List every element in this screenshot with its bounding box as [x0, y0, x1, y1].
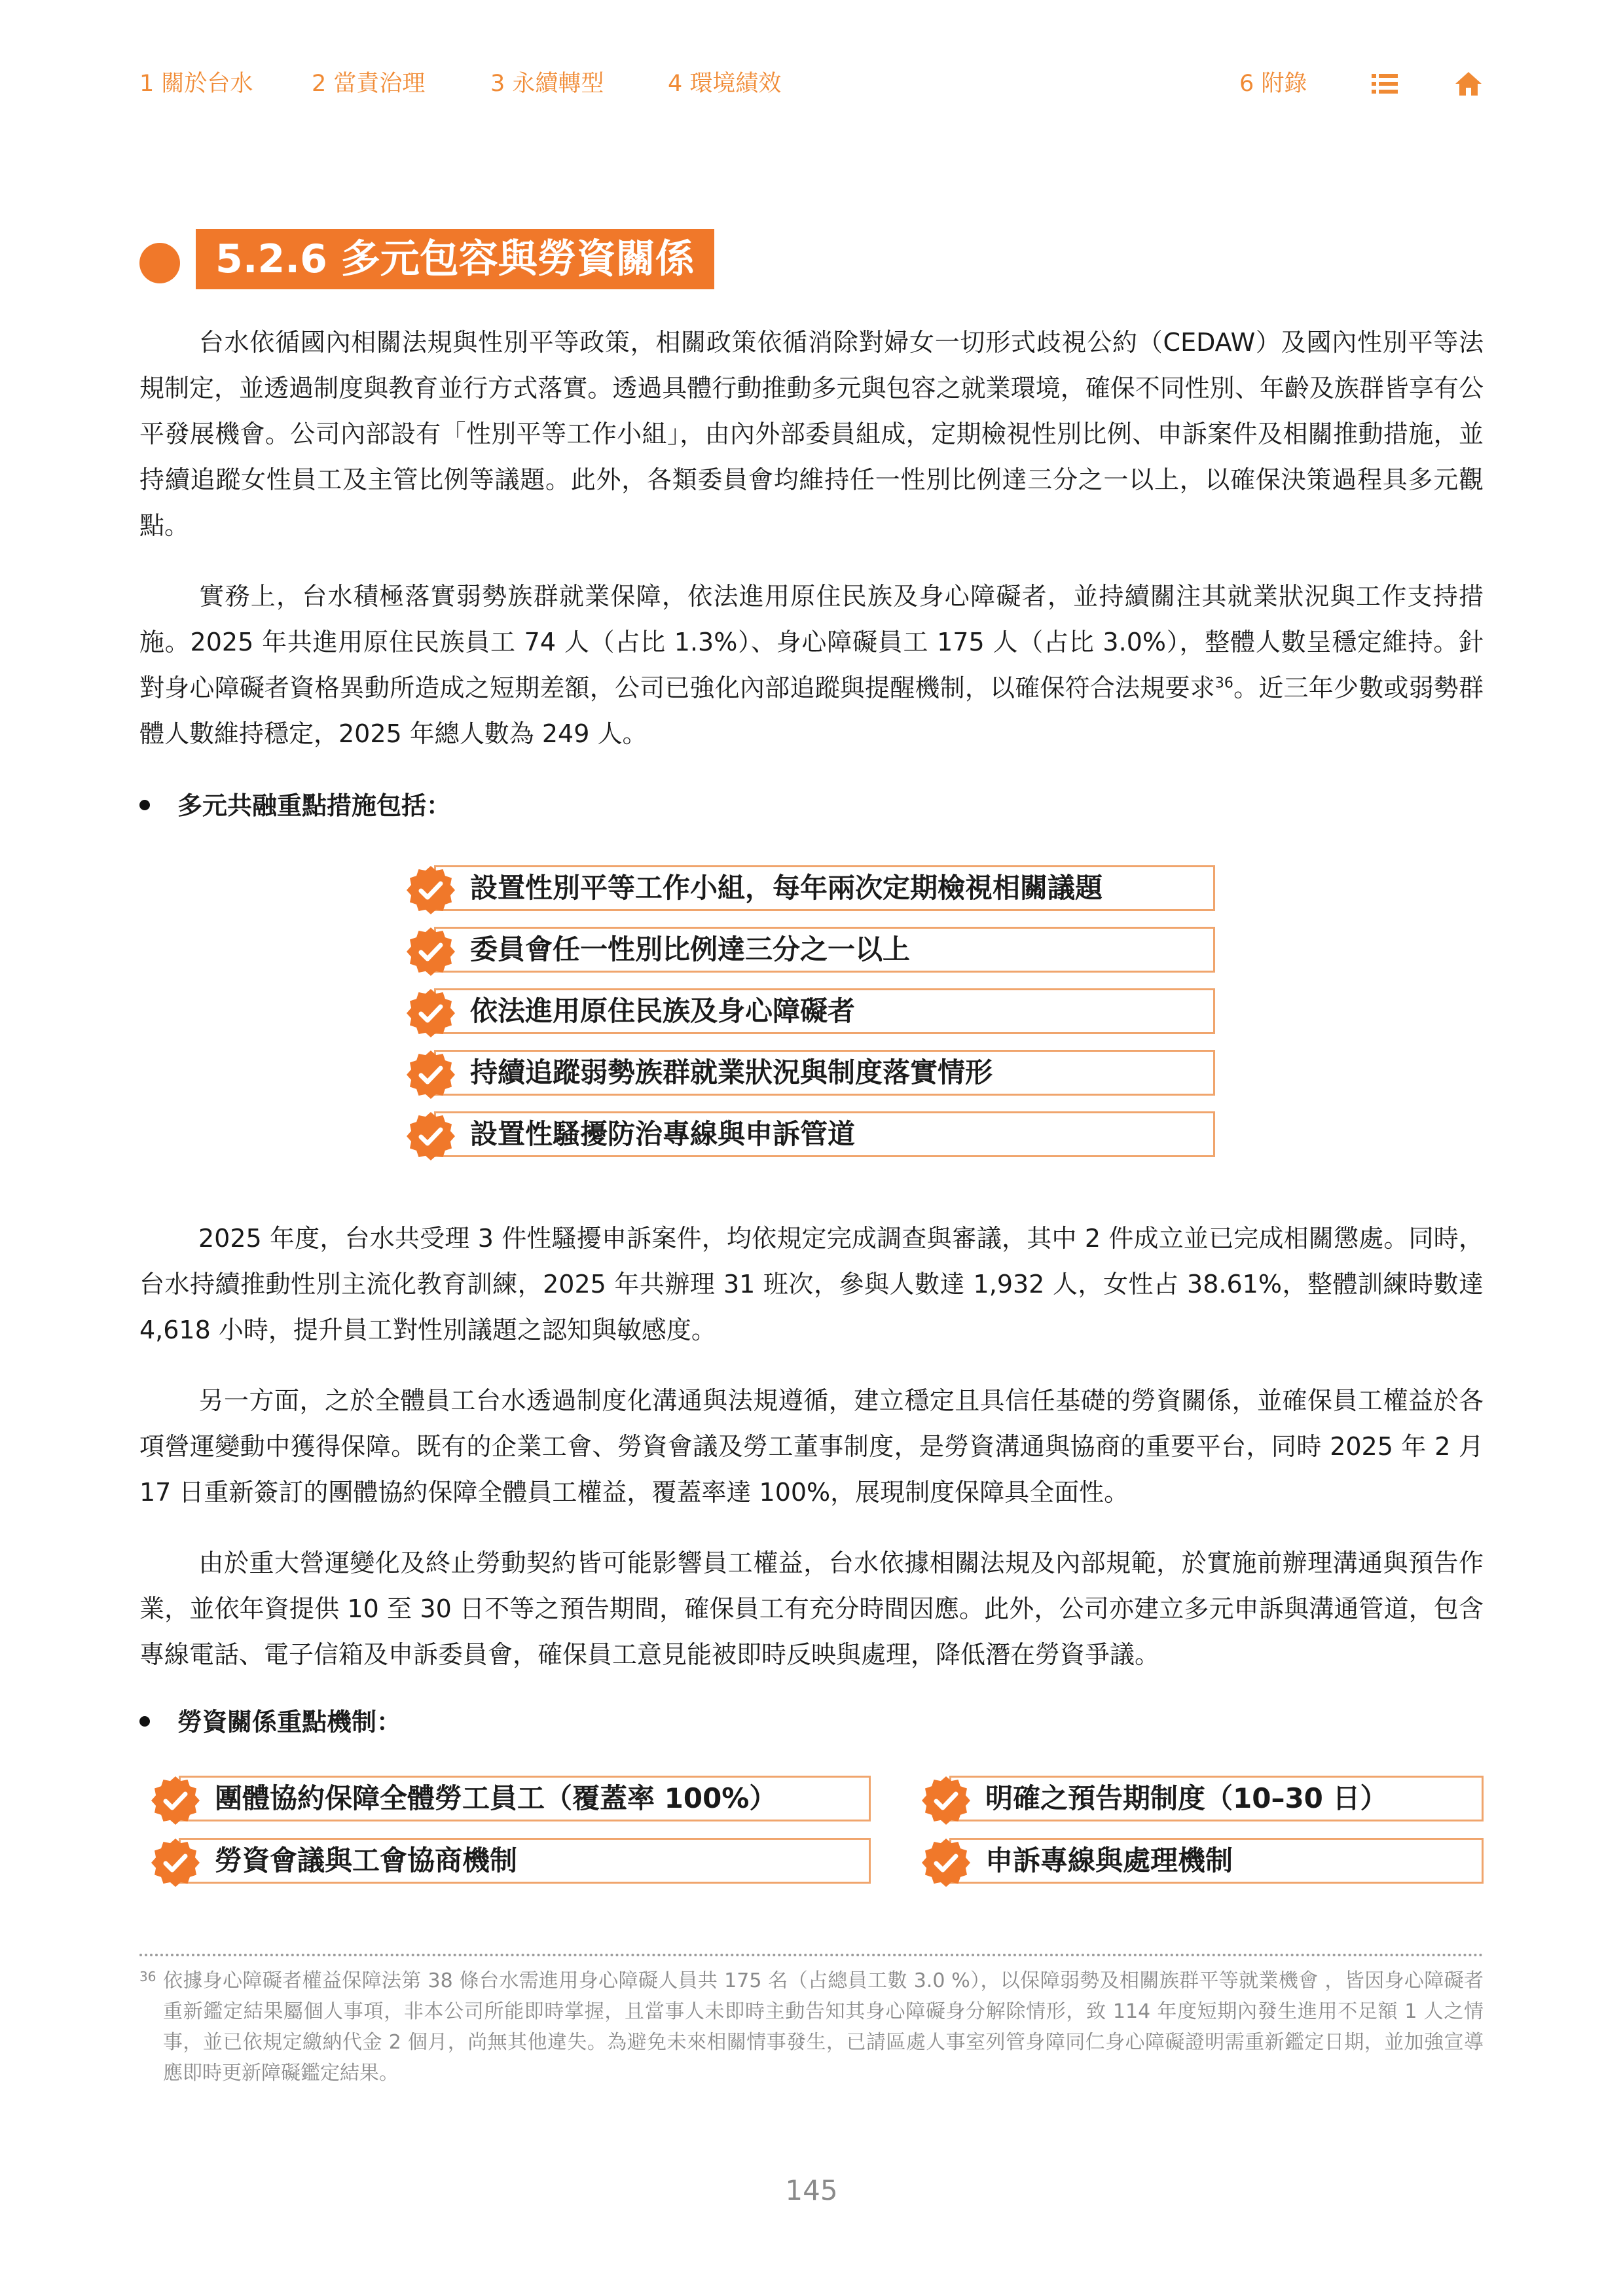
labor-item-label: 明確之預告期制度（10–30 日）: [985, 1782, 1388, 1814]
inclusion-heading-text: 多元共融重點措施包括：: [177, 791, 452, 820]
labor-heading-text: 勞資關係重點機制：: [177, 1708, 402, 1736]
check-badge-icon: [406, 1050, 456, 1100]
labor-item-label: 團體協約保障全體勞工員工（覆蓋率 100%）: [215, 1782, 777, 1814]
check-badge-icon: [151, 1776, 200, 1825]
labor-heading: [139, 1702, 401, 1742]
inclusion-item: [434, 927, 1215, 973]
paragraph-disadvantaged-employment: [139, 573, 1484, 757]
inclusion-item: [434, 988, 1215, 1034]
section-title: 5.2.6 多元包容與勞資關係: [196, 229, 714, 289]
home-icon[interactable]: [1454, 69, 1483, 98]
inclusion-item-label: 委員會任一性別比例達三分之一以上: [470, 933, 911, 965]
inclusion-item-label: 設置性別平等工作小組，每年兩次定期檢視相關議題: [470, 872, 1103, 904]
footnote-text: 依據身心障礙者權益保障法第 38 條台水需進用身心障礙人員共 175 名（占總員工數 3.0 %），以保障弱勢及相關族群平等就業機會 ，皆因身心障礙者重新鑑定結果屬個人事項，非本公司所能即時掌握，且當事人未即時主動告知其身心障礙身分解除情形，致 114 年度短期內發生進用不足額 1 人之情事，並已依規定繳納代金 2 個月，尚無其他違失。為避免未來相關情事發生，已請區處人事室列管身障同仁身心障礙證明需重新鑑定日期，並加強宣導應即時更新障礙鑑定結果。: [163, 1969, 1484, 2085]
nav-item-appendix[interactable]: 6 附錄: [1239, 71, 1307, 97]
check-badge-icon: [921, 1776, 971, 1825]
footnote-divider: [139, 1954, 1484, 1956]
paragraph-text: 台水依循國內相關法規與性別平等政策，相關政策依循消除對婦女一切形式歧視公約（CEDAW）及國內性別平等法規制定，並透過制度與教育並行方式落實。透過具體行動推動多元與包容之就業環境，確保不同性別、年齡及族群皆享有公平發展機會。公司內部設有「性別平等工作小組」，由內外部委員組成，定期檢視性別比例、申訴案件及相關推動措施，並持續追蹤女性員工及主管比例等議題。此外，各類委員會均維持任一性別比例達三分之一以上，以確保決策過程具多元觀點。: [139, 328, 1484, 540]
footnote-reference: 36: [1214, 675, 1233, 692]
heading-bullet-dot: [139, 243, 180, 283]
paragraph-text: 由於重大營運變化及終止勞動契約皆可能影響員工權益，台水依據相關法規及內部規範，於實施前辦理溝通與預告作業，並依年資提供 10 至 30 日不等之預告期間，確保員工有充分時間因應。此外，公司亦建立多元申訴與溝通管道，包含專線電話、電子信箱及申訴委員會，確保員工意見能被即時反映與處理，降低潛在勞資爭議。: [139, 1549, 1484, 1669]
paragraph-text: 2025 年度，台水共受理 3 件性騷擾申訴案件，均依規定完成調查與審議，其中 2 件成立並已完成相關懲處。同時，台水持續推動性別主流化教育訓練，2025 年共辦理 31 班次，參與人數達 1,932 人，女性占 38.61%，整體訓練時數達 4,618 小時，提升員工對性別議題之認知與敏感度。: [139, 1224, 1484, 1344]
nav-item-governance[interactable]: 2 當責治理: [312, 71, 426, 97]
paragraph-text: 另一方面，之於全體員工台水透過制度化溝通與法規遵循，建立穩定且具信任基礎的勞資關係，並確保員工權益於各項營運變動中獲得保障。既有的企業工會、勞資會議及勞工董事制度，是勞資溝通與協商的重要平台，同時 2025 年 2 月 17 日重新簽訂的團體協約保障全體員工權益，覆蓋率達 100%，展現制度保障具全面性。: [139, 1386, 1484, 1507]
check-badge-icon: [406, 865, 456, 915]
nav-item-environment[interactable]: 4 環境績效: [668, 71, 782, 97]
check-badge-icon: [921, 1838, 971, 1888]
inclusion-item: [434, 1050, 1215, 1096]
labor-item: [949, 1838, 1484, 1884]
labor-item: [179, 1838, 871, 1884]
nav-item-about[interactable]: 1 關於台水: [139, 71, 253, 97]
labor-item-label: 勞資會議與工會協商機制: [215, 1844, 518, 1876]
check-badge-icon: [406, 1111, 456, 1161]
check-badge-icon: [151, 1838, 200, 1888]
footnote: [139, 1965, 1484, 2089]
check-badge-icon: [406, 927, 456, 977]
inclusion-item-label: 設置性騷擾防治專線與申訴管道: [470, 1118, 856, 1150]
paragraph-labor-relations: [139, 1378, 1484, 1515]
inclusion-item-label: 依法進用原住民族及身心障礙者: [470, 995, 856, 1027]
inclusion-item: [434, 1111, 1215, 1157]
paragraph-text: 實務上，台水積極落實弱勢族群就業保障，依法進用原住民族及身心障礙者，並持續關注其就業狀況與工作支持措施。2025 年共進用原住民族員工 74 人（占比 1.3%）、身心障礙員工 175 人（占比 3.0%），整體人數呈穩定維持。針對身心障礙者資格異動所造成之短期差額，公司已強化內部追蹤與提醒機制，以確保符合法規要求: [139, 582, 1484, 702]
paragraph-text: 。近三年少數或弱勢群體人數維持穩定，2025 年總人數為 249 人。: [139, 673, 1484, 748]
nav-item-transformation[interactable]: 3 永續轉型: [490, 71, 604, 97]
list-icon[interactable]: [1370, 69, 1399, 98]
paragraph-notice-grievance: [139, 1540, 1484, 1677]
inclusion-item: [434, 865, 1215, 911]
labor-item: [179, 1776, 871, 1821]
paragraph-harassment-training: [139, 1215, 1484, 1353]
paragraph-gender-policy: [139, 319, 1484, 548]
labor-item-label: 申訴專線與處理機制: [985, 1844, 1233, 1876]
bullet-dot: [139, 800, 150, 810]
footnote-number: 36: [139, 1969, 156, 1984]
inclusion-item-label: 持續追蹤弱勢族群就業狀況與制度落實情形: [470, 1056, 993, 1088]
inclusion-heading: [139, 786, 451, 825]
check-badge-icon: [406, 988, 456, 1038]
page-number: 145: [785, 2174, 838, 2206]
labor-item: [949, 1776, 1484, 1821]
bullet-dot: [139, 1716, 150, 1727]
top-navigation: [139, 64, 1484, 103]
